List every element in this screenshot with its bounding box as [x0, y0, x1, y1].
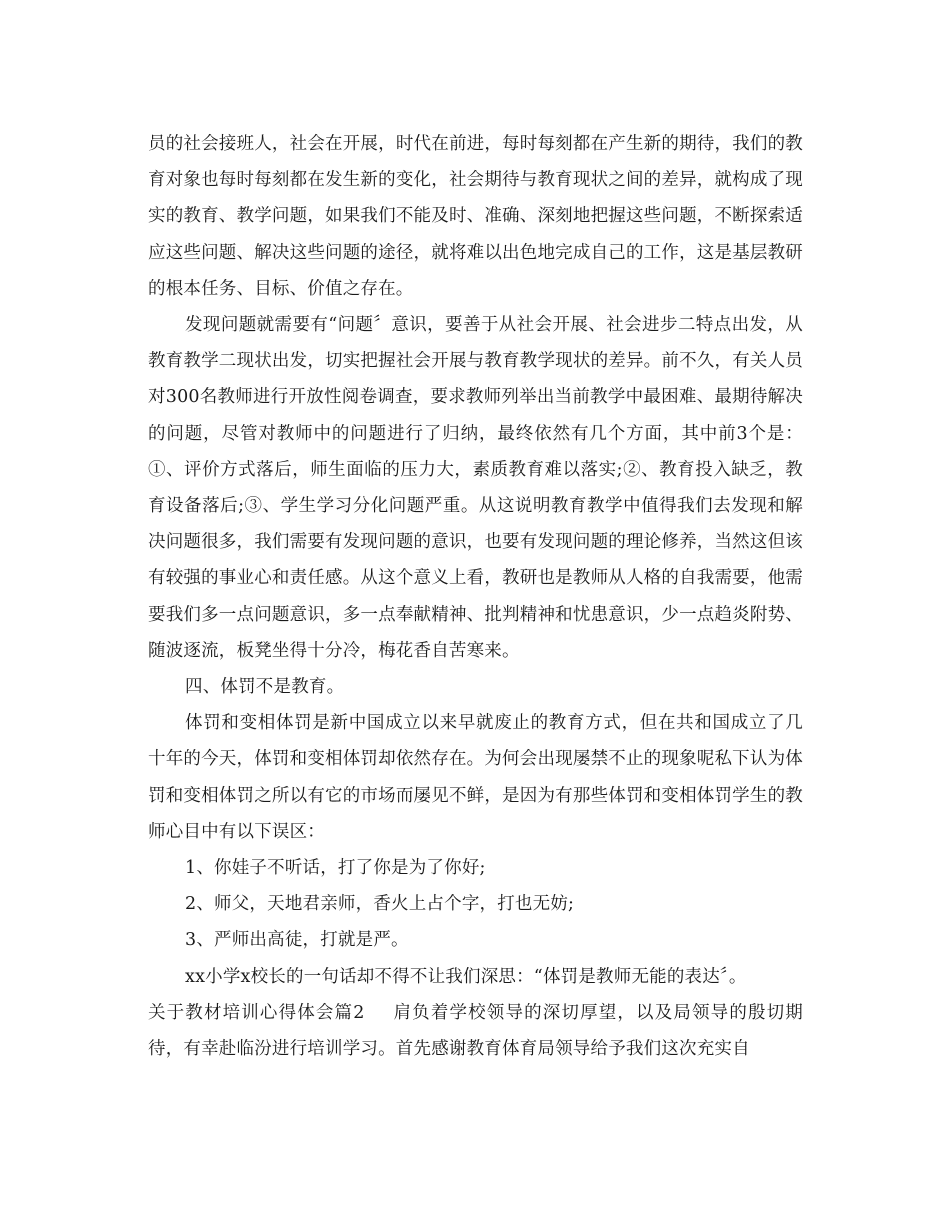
- paragraph-2: 发现问题就需要有“问题〞意识，要善于从社会开展、社会进步二特点出发，从教育教学二现状出发，切实把握社会开展与教育教学现状的差异。前不久，有关人员对300名教师进行开放性阅卷调查，要求教师列举出当前教学中最困难、最期待解决的问题，尽管对教师中的问题进行了归纳，最终依然有几个方面，其中前3个是：①、评价方式落后，师生面临的压力大，素质教育难以落实;②、教育投入缺乏，教育设备落后;③、学生学习分化问题严重。从这说明教育教学中值得我们去发现和解决问题很多，我们需要有发现问题的意识，也要有发现问题的理论修养，当然这但该有较强的事业心和责任感。从这个意义上看，教研也是教师从人格的自我需要，他需要我们多一点问题意识，多一点奉献精神、批判精神和忧患意识，少一点趋炎附势、随波逐流，板凳坐得十分冷，梅花香自苦寒来。: [148, 315, 803, 661]
- article-heading: 关于教材培训心得体会篇2: [148, 1002, 365, 1023]
- paragraph-4: 体罚和变相体罚是新中国成立以来早就废止的教育方式，但在共和国成立了几十年的今天，体罚和变相体罚却依然存在。为何会出现屡禁不止的现象呢私下认为体罚和变相体罚之所以有它的市场而屡见不鲜，是因为有那些体罚和变相体罚学生的教师心目中有以下误区：: [148, 713, 803, 842]
- list-item-2: 2、师父，天地君亲师，香火上占个字，打也无妨;: [185, 894, 575, 915]
- final-paragraph-text: 肩负着学校领导的深切厚望，以及局领导的殷切期待，有幸赴临汾进行培训学习。首先感谢教育体育局领导给予我们这次充实自: [148, 1002, 803, 1060]
- final-paragraph: [148, 995, 803, 1067]
- paragraph-1: 员的社会接班人，社会在开展，时代在前进，每时每刻都在产生新的期待，我们的教育对象也每时每刻都在发生新的变化，社会期待与教育现状之间的差异，就构成了现实的教育、教学问题，如果我们不能及时、准确、深刻地把握这些问题，不断探索适应这些问题、解决这些问题的途径，就将难以出色地完成自己的工作，这是基层教研的根本任务、目标、价值之存在。: [148, 134, 803, 299]
- list-item-3: 3、严师出高徒，打就是严。: [185, 930, 409, 951]
- list-item-1: 1、你娃子不听话，打了你是为了你好;: [185, 858, 486, 879]
- quote-paragraph: xx小学x校长的一句话却不得不让我们深思：“体罚是教师无能的表达〞。: [185, 966, 747, 987]
- section-heading-four: 四、体罚不是教育。: [185, 677, 345, 698]
- document-body: [148, 126, 803, 1067]
